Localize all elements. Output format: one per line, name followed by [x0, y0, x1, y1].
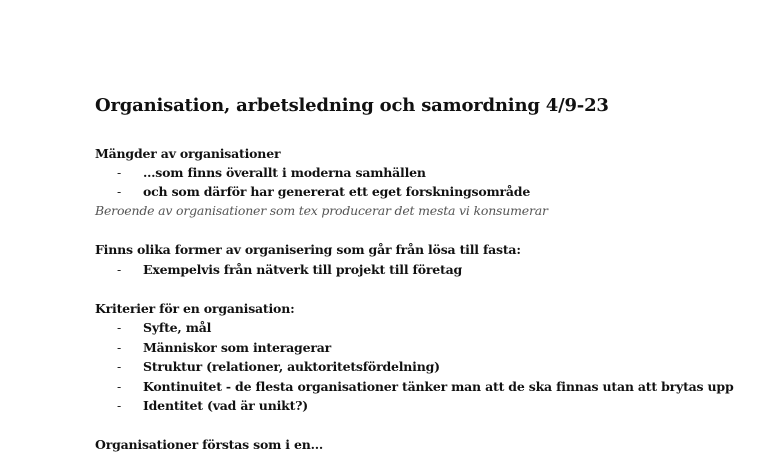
bullet-text: Exempelvis från nätverk till projekt till företag — [143, 262, 463, 277]
section-heading-cut-off: Organisationer förstas som i en... — [95, 437, 324, 452]
bullet-marker: - — [117, 398, 122, 413]
section-heading-mangder: Mängder av organisationer — [95, 146, 281, 161]
bullet-marker: - — [117, 262, 122, 277]
bullet-marker: - — [117, 184, 122, 199]
bullet-text: …som finns överallt i moderna samhällen — [143, 165, 426, 180]
bullet-item — [117, 379, 734, 394]
bullet-item — [117, 359, 440, 374]
section-heading-kriterier: Kriterier för en organisation: — [95, 301, 295, 316]
bullet-text: Kontinuitet - de flesta organisationer tänker man att de ska finnas utan att brytas upp — [143, 379, 734, 394]
bullet-marker: - — [117, 379, 122, 394]
bullet-item — [117, 340, 331, 355]
bullet-text: Struktur (relationer, auktoritetsfördelning) — [143, 359, 440, 374]
bullet-item — [117, 165, 426, 180]
bullet-text: Syfte, mål — [143, 320, 212, 335]
document-title: Organisation, arbetsledning och samordning 4/9-23 — [95, 95, 609, 116]
bullet-item — [117, 262, 462, 277]
bullet-item — [117, 184, 530, 199]
bullet-text: Identitet (vad är unikt?) — [143, 398, 309, 413]
bullet-marker: - — [117, 359, 122, 374]
bullet-text: Människor som interagerar — [143, 340, 331, 355]
bullet-marker: - — [117, 340, 122, 355]
bullet-marker: - — [117, 165, 122, 180]
bullet-text: och som därför har genererat ett eget forskningsområde — [143, 184, 531, 199]
bullet-item — [117, 320, 211, 335]
bullet-marker: - — [117, 320, 122, 335]
italic-note: Beroende av organisationer som tex producerar det mesta vi konsumerar — [95, 203, 548, 218]
section-heading-former: Finns olika former av organisering som går från lösa till fasta: — [95, 242, 521, 257]
bullet-item — [117, 398, 308, 413]
